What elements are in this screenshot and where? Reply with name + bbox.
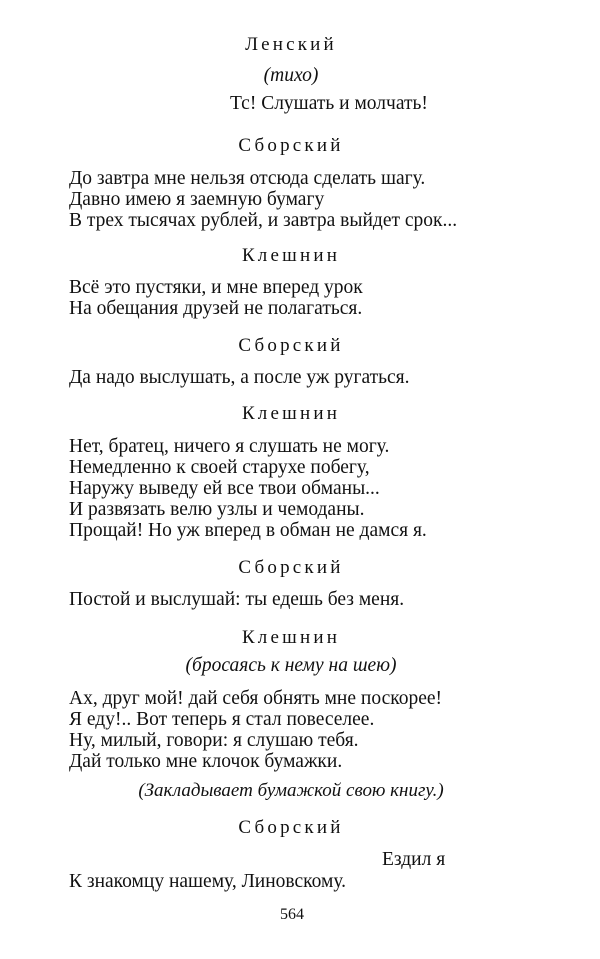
verse-line: Да надо выслушать, а после уж ругаться. — [69, 367, 410, 388]
speaker-name: Сборский — [238, 135, 344, 156]
verse-line: Я еду!.. Вот теперь я стал повеселее. — [69, 709, 375, 730]
verse-line: Ну, милый, говори: я слушаю тебя. — [69, 730, 359, 751]
speaker-name: Клешнин — [241, 627, 341, 648]
verse-line: Тс! Слушать и молчать! — [230, 93, 428, 114]
verse-line: В трех тысячах рублей, и завтра выйдет срок... — [69, 210, 458, 231]
speaker-name: Клешнин — [241, 403, 341, 424]
verse-line: На обещания друзей не полагаться. — [69, 298, 363, 319]
verse-line: К знакомцу нашему, Линовскому. — [69, 871, 347, 892]
stage-direction: (бросаясь к нему на шею) — [185, 655, 397, 676]
speaker-name: Сборский — [238, 557, 344, 578]
verse-line: Всё это пустяки, и мне вперед урок — [69, 277, 363, 298]
stage-direction: (Закладывает бумажкой свою книгу.) — [138, 780, 444, 801]
speaker-name: Клешнин — [241, 245, 341, 266]
verse-line: Ездил я — [382, 849, 446, 870]
verse-line: Прощай! Но уж вперед в обман не дамся я. — [69, 520, 427, 541]
verse-line: Давно имею я заемную бумагу — [69, 189, 325, 210]
verse-line: И развязать велю узлы и чемоданы. — [69, 499, 365, 520]
verse-line: Нет, братец, ничего я слушать не могу. — [69, 436, 390, 457]
stage-direction: (тихо) — [263, 65, 319, 86]
verse-line: До завтра мне нельзя отсюда сделать шагу. — [69, 168, 426, 189]
verse-line: Дай только мне клочок бумажки. — [69, 751, 343, 772]
page-number: 564 — [280, 906, 304, 923]
verse-line: Наружу выведу ей все твои обманы... — [69, 478, 380, 499]
speaker-name: Сборский — [238, 335, 344, 356]
verse-line: Постой и выслушай: ты едешь без меня. — [69, 589, 405, 610]
verse-line: Немедленно к своей старухе побегу, — [69, 457, 370, 478]
verse-line: Ах, друг мой! дай себя обнять мне поскорее! — [69, 688, 443, 709]
speaker-name: Ленский — [245, 34, 337, 55]
speaker-name: Сборский — [238, 817, 344, 838]
